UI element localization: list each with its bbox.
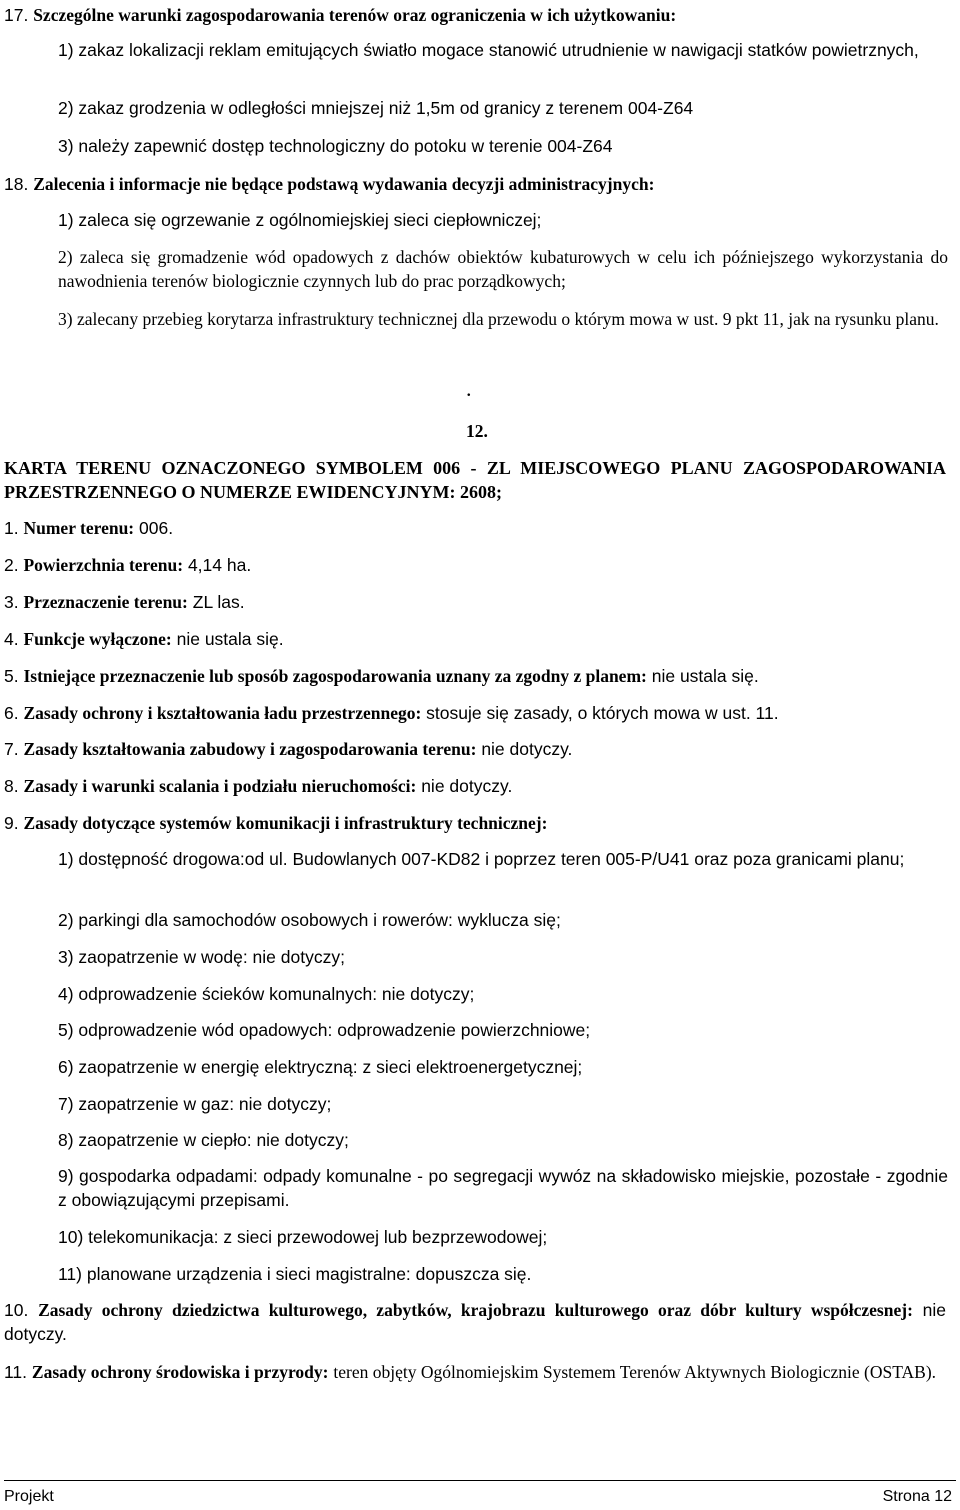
section-18-heading (4, 173, 654, 195)
field-1-label: Numer terenu: (23, 518, 135, 538)
field-11 (4, 1360, 946, 1384)
field-9-item-11: 11) planowane urządzenia i sieci magistralne: dopuszcza się. (58, 1264, 532, 1284)
section-17-number: 17. (4, 5, 29, 25)
field-8 (4, 775, 512, 797)
field-9 (4, 812, 547, 834)
field-5 (4, 665, 759, 687)
field-11-value: teren objęty Ogólnomiejskim Systemem Terenów Aktywnych Biologicznie (OSTAB). (333, 1362, 937, 1382)
field-3-label: Przeznaczenie terenu: (23, 592, 188, 612)
section-18-item-2: 2) zaleca się gromadzenie wód opadowych z dachów obiektów kubaturowych w celu ich późniejszego wykorzystania do nawodnienia terenów biologicznie czynnych lub do prac porządkowych; (58, 247, 948, 291)
field-1-value: 006. (139, 518, 174, 538)
field-10-value: nie dotyczy. (4, 1300, 947, 1344)
footer-divider (4, 1480, 956, 1481)
field-3-value: ZL las. (192, 592, 245, 612)
field-6 (4, 702, 779, 724)
field-4-number: 4. (4, 629, 19, 649)
field-2 (4, 554, 251, 576)
field-9-item-4: 4) odprowadzenie ścieków komunalnych: nie dotyczy; (58, 984, 475, 1004)
footer-page-number: Strona 12 (882, 1488, 952, 1505)
field-6-value: stosuje się zasady, o których mowa w ust. 11. (426, 703, 779, 723)
footer-left-text: Projekt (4, 1488, 54, 1505)
field-2-label: Powierzchnia terenu: (23, 555, 184, 575)
field-4-label: Funkcje wyłączone: (23, 629, 172, 649)
field-9-item-7: 7) zaopatrzenie w gaz: nie dotyczy; (58, 1094, 332, 1114)
field-8-number: 8. (4, 776, 19, 796)
dot-marker: . (466, 376, 472, 401)
field-8-label: Zasady i warunki scalania i podziału nieruchomości: (23, 776, 417, 796)
field-6-number: 6. (4, 703, 19, 723)
field-1 (4, 517, 173, 539)
field-9-label: Zasady dotyczące systemów komunikacji i infrastruktury technicznej: (23, 813, 548, 833)
section-17-item-1: 1) zakaz lokalizacji reklam emitujących światło mogace stanowić utrudnienie w nawigacji statków powietrznych, (58, 40, 919, 60)
field-6-label: Zasady ochrony i kształtowania ładu przestrzennego: (23, 703, 422, 723)
karta-heading: KARTA TERENU OZNACZONEGO SYMBOLEM 006 - ZL MIEJSCOWEGO PLANU ZAGOSPODAROWANIA PRZESTRZENNEGO O NUMERZE EWIDENCYJNYM: 2608; (4, 458, 946, 502)
field-7-number: 7. (4, 739, 19, 759)
field-2-number: 2. (4, 555, 19, 575)
section-18-number: 18. (4, 174, 29, 194)
field-5-number: 5. (4, 666, 19, 686)
field-9-item-2: 2) parkingi dla samochodów osobowych i rowerów: wyklucza się; (58, 910, 561, 930)
field-11-number: 11. (4, 1362, 28, 1382)
section-number: 12. (466, 421, 488, 441)
section-17-heading (4, 4, 676, 26)
field-8-value: nie dotyczy. (421, 776, 513, 796)
field-9-item-10: 10) telekomunikacja: z sieci przewodowej lub bezprzewodowej; (58, 1227, 548, 1247)
field-4 (4, 628, 284, 650)
section-18-title: Zalecenia i informacje nie będące podstawą wydawania decyzji administracyjnych: (33, 174, 655, 194)
section-17-title: Szczególne warunki zagospodarowania terenów oraz ograniczenia w ich użytkowaniu: (33, 5, 677, 25)
field-9-number: 9. (4, 813, 19, 833)
field-7 (4, 738, 572, 760)
field-3 (4, 591, 245, 613)
field-7-value: nie dotyczy. (481, 739, 573, 759)
field-9-item-3: 3) zaopatrzenie w wodę: nie dotyczy; (58, 947, 345, 967)
field-3-number: 3. (4, 592, 19, 612)
field-5-value: nie ustala się. (651, 666, 759, 686)
field-10-number: 10. (4, 1300, 29, 1320)
field-9-item-1: 1) dostępność drogowa:od ul. Budowlanych 007-KD82 i poprzez teren 005-P/U41 oraz poza granicami planu; (58, 849, 905, 869)
field-9-item-9: 9) gospodarka odpadami: odpady komunalne - po segregacji wywóz na składowisko miejskie, pozostałe - zgodnie z obowiązującymi przepisami. (58, 1166, 948, 1210)
field-10 (4, 1298, 946, 1346)
field-9-item-6: 6) zaopatrzenie w energię elektryczną: z sieci elektroenergetycznej; (58, 1057, 583, 1077)
field-10-label: Zasady ochrony dziedzictwa kulturowego, zabytków, krajobrazu kulturowego oraz dóbr kultury współczesnej: (38, 1300, 913, 1320)
section-18-item-3: 3) zalecany przebieg korytarza infrastruktury technicznej dla przewodu o którym mowa w ust. 9 pkt 11, jak na rysunku planu. (58, 309, 939, 329)
section-18-item-1: 1) zaleca się ogrzewanie z ogólnomiejskiej sieci ciepłowniczej; (58, 210, 542, 230)
field-11-label: Zasady ochrony środowiska i przyrody: (31, 1362, 329, 1382)
field-9-item-5: 5) odprowadzenie wód opadowych: odprowadzenie powierzchniowe; (58, 1020, 591, 1040)
field-4-value: nie ustala się. (176, 629, 284, 649)
section-17-item-3: 3) należy zapewnić dostęp technologiczny do potoku w terenie 004-Z64 (58, 136, 613, 156)
field-1-number: 1. (4, 518, 19, 538)
field-2-value: 4,14 ha. (187, 555, 252, 575)
field-5-label: Istniejące przeznaczenie lub sposób zagospodarowania uznany za zgodny z planem: (23, 666, 647, 686)
section-17-item-2: 2) zakaz grodzenia w odległości mniejszej niż 1,5m od granicy z terenem 004-Z64 (58, 98, 694, 118)
field-7-label: Zasady kształtowania zabudowy i zagospodarowania terenu: (23, 739, 477, 759)
field-9-item-8: 8) zaopatrzenie w ciepło: nie dotyczy; (58, 1130, 349, 1150)
